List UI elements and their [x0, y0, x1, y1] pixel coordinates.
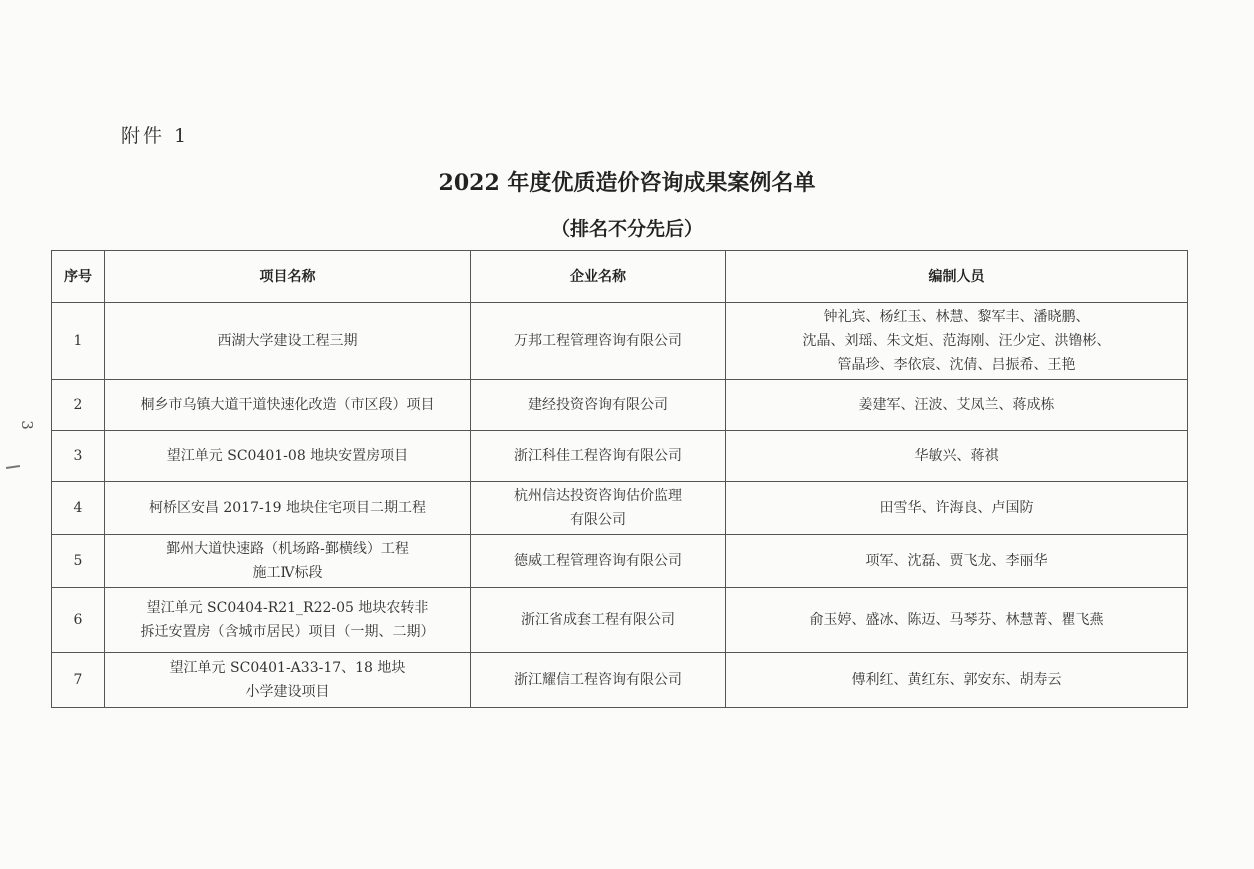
table-row — [52, 653, 1188, 708]
row-staff: 傅利红、黄红东、郭安东、胡寿云 — [726, 653, 1188, 708]
row-project: 望江单元 SC0401-08 地块安置房项目 — [105, 431, 471, 482]
row-staff: 姜建军、汪波、艾凤兰、蒋成栋 — [726, 380, 1188, 431]
row-project: 桐乡市乌镇大道干道快速化改造（市区段）项目 — [105, 380, 471, 431]
row-project: 望江单元 SC0401-A33-17、18 地块 小学建设项目 — [105, 653, 471, 708]
table-row — [52, 535, 1188, 588]
row-company: 万邦工程管理咨询有限公司 — [471, 303, 726, 380]
row-no: 7 — [52, 653, 105, 708]
row-no: 4 — [52, 482, 105, 535]
attachment-label: 附件 1 — [121, 125, 190, 147]
row-company: 浙江省成套工程有限公司 — [471, 588, 726, 653]
row-project: 望江单元 SC0404-R21_R22-05 地块农转非 拆迁安置房（含城市居民）项目（一期、二期） — [105, 588, 471, 653]
document-title: 2022 年度优质造价咨询成果案例名单 — [438, 170, 816, 196]
scan-edge-mark — [6, 465, 20, 469]
row-company: 浙江科佳工程咨询有限公司 — [471, 431, 726, 482]
header-no: 序号 — [52, 251, 105, 303]
row-staff: 田雪华、许海良、卢国防 — [726, 482, 1188, 535]
row-project: 柯桥区安昌 2017-19 地块住宅项目二期工程 — [105, 482, 471, 535]
row-no: 5 — [52, 535, 105, 588]
row-no: 1 — [52, 303, 105, 380]
row-staff: 华敏兴、蒋祺 — [726, 431, 1188, 482]
table-row — [52, 588, 1188, 653]
row-staff: 项军、沈磊、贾飞龙、李丽华 — [726, 535, 1188, 588]
row-staff: 俞玉婷、盛冰、陈迈、马琴芬、林慧菁、瞿飞燕 — [726, 588, 1188, 653]
page-number: 3 — [17, 420, 36, 430]
table-row — [52, 380, 1188, 431]
row-company: 建经投资咨询有限公司 — [471, 380, 726, 431]
row-project: 西湖大学建设工程三期 — [105, 303, 471, 380]
table-row — [52, 303, 1188, 380]
table-header-row — [52, 251, 1188, 303]
table-row — [52, 482, 1188, 535]
header-staff: 编制人员 — [726, 251, 1188, 303]
row-no: 6 — [52, 588, 105, 653]
row-no: 3 — [52, 431, 105, 482]
case-list-table — [51, 250, 1188, 708]
table-row — [52, 431, 1188, 482]
document-subtitle: （排名不分先后） — [550, 218, 703, 240]
header-project: 项目名称 — [105, 251, 471, 303]
header-company: 企业名称 — [471, 251, 726, 303]
row-company: 德威工程管理咨询有限公司 — [471, 535, 726, 588]
row-no: 2 — [52, 380, 105, 431]
row-project: 鄞州大道快速路（机场路-鄞横线）工程 施工Ⅳ标段 — [105, 535, 471, 588]
row-staff: 钟礼宾、杨红玉、林慧、黎军丰、潘晓鹏、 沈晶、刘瑶、朱文炬、范海刚、汪少定、洪镥彬、 管晶珍、李依宸、沈倩、吕振希、王艳 — [726, 303, 1188, 380]
row-company: 杭州信达投资咨询估价监理 有限公司 — [471, 482, 726, 535]
row-company: 浙江耀信工程咨询有限公司 — [471, 653, 726, 708]
